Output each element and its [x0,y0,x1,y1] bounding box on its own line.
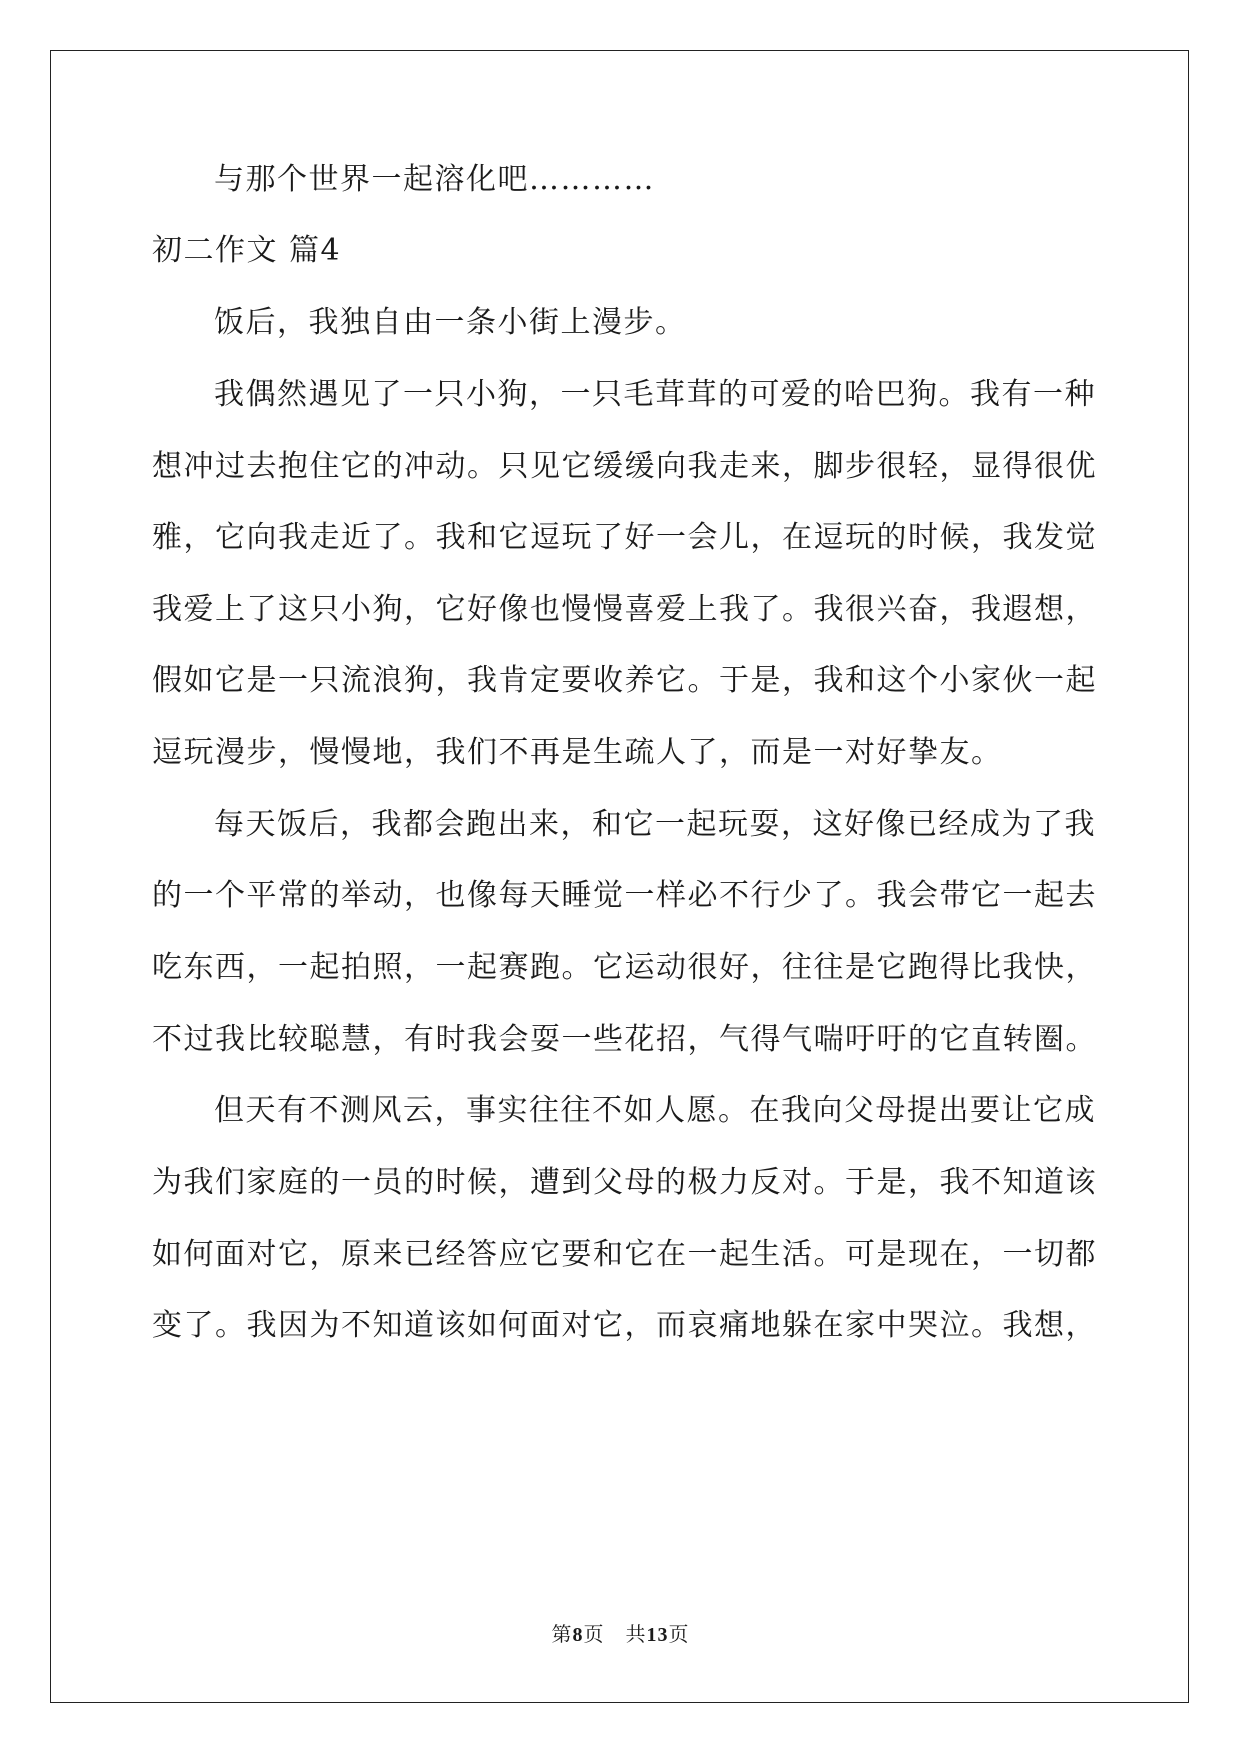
paragraph-line: 吃东西，一起拍照，一起赛跑。它运动很好，往往是它跑得比我快， [152,950,1097,985]
paragraph-line: 与那个世界一起溶化吧………… [214,162,655,197]
paragraph-line: 每天饭后，我都会跑出来，和它一起玩耍，这好像已经成为了我 [214,807,1096,842]
paragraph-line: 逗玩漫步，慢慢地，我们不再是生疏人了，而是一对好挚友。 [152,735,1003,770]
footer-suffix: 页 [668,1622,690,1646]
paragraph-line: 但天有不测风云，事实往往不如人愿。在我向父母提出要让它成 [214,1093,1096,1128]
paragraph-line: 的一个平常的举动，也像每天睡觉一样必不行少了。我会带它一起去 [152,878,1097,913]
total-page-count: 13 [646,1624,669,1646]
paragraph-line: 如何面对它，原来已经答应它要和它在一起生活。可是现在，一切都 [152,1237,1097,1272]
section-heading: 初二作文 篇4 [152,233,342,268]
paragraph-line: 想冲过去抱住它的冲动。只见它缓缓向我走来，脚步很轻，显得很优 [152,449,1097,484]
page-footer [0,1622,1241,1647]
current-page-number: 8 [572,1624,584,1646]
paragraph-line: 雅，它向我走近了。我和它逗玩了好一会儿，在逗玩的时候，我发觉 [152,520,1097,555]
paragraph-line: 我爱上了这只小狗，它好像也慢慢喜爱上我了。我很兴奋，我遐想， [152,592,1097,627]
paragraph-line: 我偶然遇见了一只小狗，一只毛茸茸的可爱的哈巴狗。我有一种 [214,377,1096,412]
footer-middle: 页 共 [583,1622,647,1646]
paragraph-line: 假如它是一只流浪狗，我肯定要收养它。于是，我和这个小家伙一起 [152,663,1097,698]
footer-prefix: 第 [551,1622,573,1646]
paragraph-line: 为我们家庭的一员的时候，遭到父母的极力反对。于是，我不知道该 [152,1165,1097,1200]
paragraph-line: 变了。我因为不知道该如何面对它，而哀痛地躲在家中哭泣。我想， [152,1308,1097,1343]
paragraph-line: 饭后，我独自由一条小街上漫步。 [214,305,687,340]
paragraph-line: 不过我比较聪慧，有时我会耍一些花招，气得气喘吁吁的它直转圈。 [152,1022,1097,1057]
